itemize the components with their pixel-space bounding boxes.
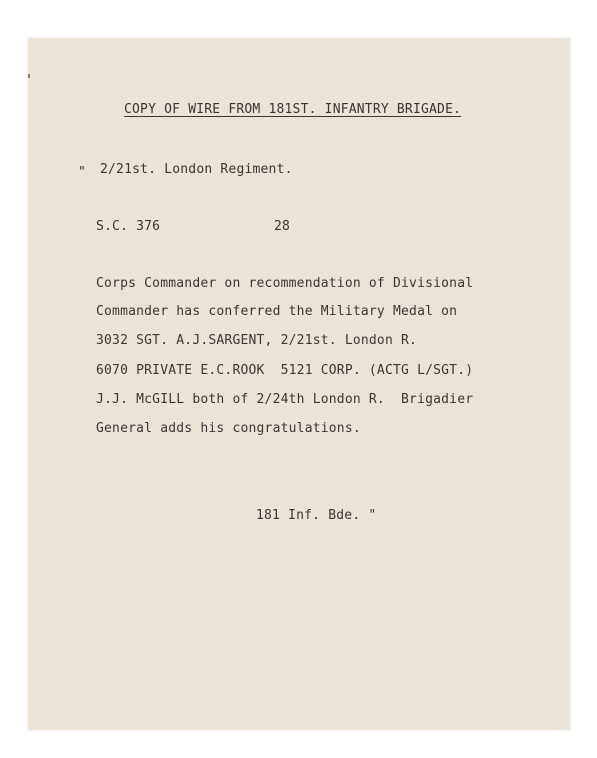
typed-document-page bbox=[28, 38, 570, 730]
reference-number: 28 bbox=[274, 219, 291, 234]
addressee-line: 2/21st. London Regiment. bbox=[100, 162, 293, 177]
opening-quote: " bbox=[78, 165, 87, 180]
document-heading: COPY OF WIRE FROM 181ST. INFANTRY BRIGADE. bbox=[124, 102, 462, 117]
body-line: 3032 SGT. A.J.SARGENT, 2/21st. London R. bbox=[96, 333, 418, 348]
body-line: Corps Commander on recommendation of Divisional bbox=[96, 276, 474, 291]
reference-code: S.C. 376 bbox=[96, 219, 161, 234]
body-line: 6070 PRIVATE E.C.ROOK 5121 CORP. (ACTG L/SGT.) bbox=[96, 363, 474, 378]
body-line: General adds his congratulations. bbox=[96, 421, 361, 436]
body-line: J.J. McGILL both of 2/24th London R. Brigadier bbox=[96, 392, 474, 407]
paper-mark bbox=[28, 74, 30, 78]
signature-line: 181 Inf. Bde. " bbox=[256, 508, 377, 523]
body-line: Commander has conferred the Military Medal on bbox=[96, 304, 458, 319]
